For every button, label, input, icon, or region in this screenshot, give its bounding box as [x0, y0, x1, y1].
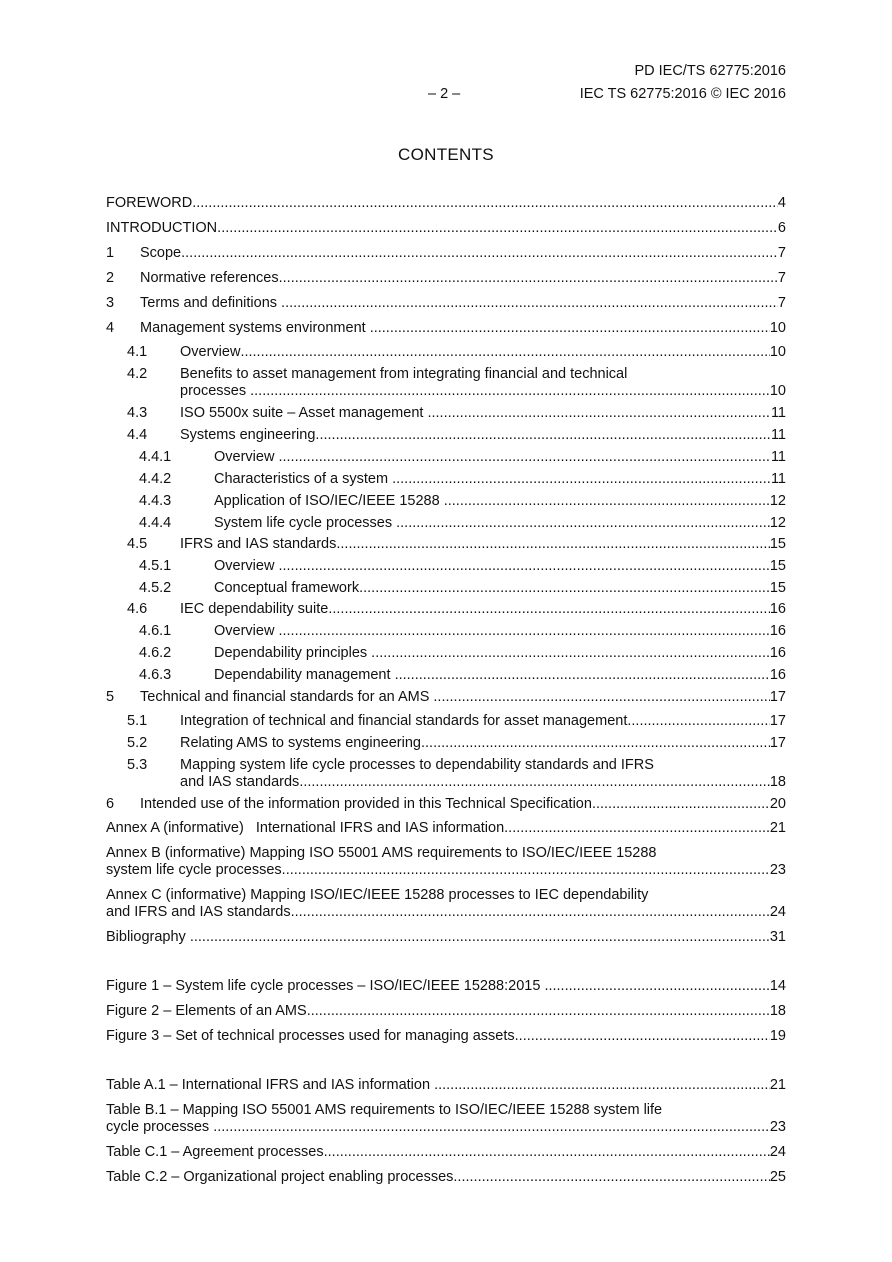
toc-entry[interactable]	[106, 493, 786, 510]
toc-entry[interactable]	[106, 515, 786, 532]
toc-title: Bibliography	[106, 929, 190, 945]
toc-entry[interactable]	[106, 1102, 786, 1136]
toc-title: Table C.2 – Organizational project enabling processes	[106, 1169, 454, 1185]
toc-entry[interactable]	[106, 1169, 786, 1186]
toc-page-number: 10	[769, 383, 786, 399]
dot-leader	[250, 383, 770, 400]
dot-leader	[592, 796, 770, 813]
toc-number: 4.5	[127, 536, 148, 552]
toc-title: IEC dependability suite	[180, 601, 329, 617]
toc-entry[interactable]	[106, 471, 786, 488]
toc-number: 5	[106, 689, 115, 705]
toc-title: Normative references	[140, 270, 279, 286]
toc-title: system life cycle processes	[106, 862, 282, 878]
toc-page-number: 31	[769, 929, 786, 945]
dot-leader	[421, 735, 770, 752]
dot-leader	[240, 344, 769, 361]
toc-number: 4.1	[127, 344, 148, 360]
toc-number: 6	[106, 796, 115, 812]
copyright-line: IEC TS 62775:2016 © IEC 2016	[579, 86, 786, 102]
toc-entry[interactable]	[106, 1028, 786, 1045]
toc-page-number: 16	[769, 601, 786, 617]
toc-entry[interactable]	[106, 536, 786, 553]
toc-page-number: 23	[769, 862, 786, 878]
toc-title: Dependability principles	[214, 645, 372, 661]
toc-page-number: 21	[769, 820, 786, 836]
toc-entry[interactable]	[106, 845, 786, 879]
toc-entry[interactable]	[106, 295, 786, 312]
toc-page-number: 4	[777, 195, 786, 211]
toc-title: cycle processes	[106, 1119, 214, 1135]
dot-leader	[181, 245, 778, 262]
toc-title: Conceptual framework	[214, 580, 360, 596]
dot-leader	[427, 405, 770, 422]
toc-number: 4	[106, 320, 115, 336]
toc-title: Relating AMS to systems engineering	[180, 735, 421, 751]
toc-entry[interactable]	[106, 689, 786, 706]
toc-page-number: 17	[769, 735, 786, 751]
toc-number: 4.6.1	[139, 623, 172, 639]
dot-leader	[359, 580, 770, 597]
dot-leader	[328, 601, 770, 618]
toc-page-number: 7	[777, 295, 786, 311]
toc-entry[interactable]	[106, 270, 786, 287]
toc-page-number: 19	[769, 1028, 786, 1044]
toc-entry[interactable]	[106, 735, 786, 752]
toc-title: INTRODUCTION	[106, 220, 218, 236]
toc-entry[interactable]	[106, 796, 786, 813]
toc-page-number: 15	[769, 536, 786, 552]
dot-leader	[444, 493, 770, 510]
toc-number: 3	[106, 295, 115, 311]
toc-title: Technical and financial standards for an AMS	[140, 689, 434, 705]
toc-title: Systems engineering	[180, 427, 316, 443]
toc-title: Table A.1 – International IFRS and IAS information	[106, 1077, 435, 1093]
toc-page-number: 17	[769, 689, 786, 705]
toc-entry[interactable]	[106, 601, 786, 618]
toc-number: 5.3	[127, 757, 148, 773]
toc-number: 4.4.4	[139, 515, 172, 531]
toc-title: Annex A (informative) International IFRS and IAS information	[106, 820, 505, 836]
toc-entry[interactable]	[106, 1144, 786, 1161]
toc-entry[interactable]	[106, 427, 786, 444]
dot-leader	[544, 978, 769, 995]
toc-page-number: 10	[769, 320, 786, 336]
dot-leader	[281, 295, 778, 312]
dot-leader	[291, 904, 770, 921]
toc-entry[interactable]	[106, 929, 786, 946]
toc-entry[interactable]	[106, 1003, 786, 1020]
dot-leader	[324, 1144, 770, 1161]
toc-entry[interactable]	[106, 580, 786, 597]
dot-leader	[504, 820, 770, 837]
toc-number: 5.1	[127, 713, 148, 729]
dot-leader	[392, 471, 771, 488]
toc-title-line1: Annex C (informative) Mapping ISO/IEC/IEEE 15288 processes to IEC dependability	[106, 887, 649, 903]
dot-leader	[278, 623, 769, 640]
document-code: PD IEC/TS 62775:2016	[634, 63, 786, 79]
toc-page-number: 20	[769, 796, 786, 812]
dot-leader	[433, 689, 769, 706]
toc-title: Intended use of the information provided in this Technical Specification	[140, 796, 592, 812]
toc-entry[interactable]	[106, 645, 786, 662]
toc-page-number: 16	[769, 667, 786, 683]
toc-number: 4.4.1	[139, 449, 172, 465]
toc-title: Dependability management	[214, 667, 395, 683]
toc-title: Overview	[180, 344, 241, 360]
toc-page-number: 25	[769, 1169, 786, 1185]
dot-leader	[627, 713, 770, 730]
toc-number: 4.5.1	[139, 558, 172, 574]
toc-page-number: 16	[769, 623, 786, 639]
toc-page-number: 11	[770, 405, 786, 421]
toc-number: 4.6.3	[139, 667, 172, 683]
toc-page-number: 11	[770, 449, 786, 465]
toc-title: Integration of technical and financial standards for asset management	[180, 713, 628, 729]
dot-leader	[307, 1003, 770, 1020]
page-number: – 2 –	[428, 86, 461, 102]
toc-number: 4.4.2	[139, 471, 172, 487]
toc-number: 4.6.2	[139, 645, 172, 661]
toc-page-number: 15	[769, 580, 786, 596]
toc-entry[interactable]	[106, 366, 786, 400]
dot-leader	[396, 515, 770, 532]
dot-leader	[371, 645, 770, 662]
toc-entry[interactable]	[106, 757, 786, 791]
dot-leader	[217, 220, 778, 237]
toc-title-line1: Mapping system life cycle processes to dependability standards and IFRS	[180, 757, 654, 773]
toc-title: Figure 1 – System life cycle processes – ISO/IEC/IEEE 15288:2015	[106, 978, 545, 994]
dot-leader	[395, 667, 770, 684]
toc-page-number: 7	[777, 245, 786, 261]
toc-title-line1: Benefits to asset management from integrating financial and technical	[180, 366, 628, 382]
toc-title: and IAS standards	[180, 774, 300, 790]
toc-title-line1: Annex B (informative) Mapping ISO 55001 AMS requirements to ISO/IEC/IEEE 15288	[106, 845, 657, 861]
toc-title: IFRS and IAS standards	[180, 536, 337, 552]
toc-title: processes	[180, 383, 251, 399]
dot-leader	[453, 1169, 769, 1186]
toc-title: Terms and definitions	[140, 295, 282, 311]
toc-number: 2	[106, 270, 115, 286]
toc-entry[interactable]	[106, 320, 786, 337]
toc-page-number: 18	[769, 774, 786, 790]
toc-entry[interactable]	[106, 820, 786, 837]
toc-number: 1	[106, 245, 115, 261]
toc-title: Overview	[214, 449, 279, 465]
dot-leader	[370, 320, 770, 337]
dot-leader	[434, 1077, 770, 1094]
toc-page-number: 15	[769, 558, 786, 574]
toc-page-number: 12	[769, 493, 786, 509]
toc-entry[interactable]	[106, 245, 786, 262]
toc-number: 4.2	[127, 366, 148, 382]
dot-leader	[315, 427, 771, 444]
toc-entry[interactable]	[106, 405, 786, 422]
toc-title: ISO 5500x suite – Asset management	[180, 405, 428, 421]
toc-page-number: 10	[769, 344, 786, 360]
toc-page-number: 12	[769, 515, 786, 531]
page-title: CONTENTS	[398, 145, 494, 164]
toc-number: 4.4	[127, 427, 148, 443]
toc-entry[interactable]	[106, 558, 786, 575]
toc-number: 4.6	[127, 601, 148, 617]
toc-page-number: 11	[770, 427, 786, 443]
toc-entry[interactable]	[106, 978, 786, 995]
toc-page-number: 24	[769, 904, 786, 920]
toc-entry[interactable]	[106, 220, 786, 237]
toc-number: 4.3	[127, 405, 148, 421]
toc-number: 4.4.3	[139, 493, 172, 509]
toc-entry[interactable]	[106, 667, 786, 684]
toc-page-number: 17	[769, 713, 786, 729]
toc-entry[interactable]	[106, 344, 786, 361]
toc-title: Characteristics of a system	[214, 471, 393, 487]
dot-leader	[190, 929, 770, 946]
toc-page-number: 16	[769, 645, 786, 661]
toc-page-number: 18	[769, 1003, 786, 1019]
toc-number: 5.2	[127, 735, 148, 751]
toc-title: Application of ISO/IEC/IEEE 15288	[214, 493, 444, 509]
dot-leader	[192, 195, 778, 212]
toc-page-number: 23	[769, 1119, 786, 1135]
toc-title: and IFRS and IAS standards	[106, 904, 291, 920]
dot-leader	[299, 774, 770, 791]
dot-leader	[336, 536, 770, 553]
toc-title-line1: Table B.1 – Mapping ISO 55001 AMS requirements to ISO/IEC/IEEE 15288 system life	[106, 1102, 663, 1118]
toc-title: System life cycle processes	[214, 515, 397, 531]
dot-leader	[279, 270, 778, 287]
toc-title: Overview	[214, 623, 279, 639]
toc-entry[interactable]	[106, 1077, 786, 1094]
toc-title: Scope	[140, 245, 182, 261]
toc-title: Figure 2 – Elements of an AMS	[106, 1003, 307, 1019]
toc-page-number: 7	[777, 270, 786, 286]
dot-leader	[278, 558, 769, 575]
toc-page-number: 11	[770, 471, 786, 487]
toc-page-number: 24	[769, 1144, 786, 1160]
toc-title: Figure 3 – Set of technical processes used for managing assets	[106, 1028, 515, 1044]
toc-entry[interactable]	[106, 449, 786, 466]
toc-title: FOREWORD	[106, 195, 193, 211]
toc-title: Overview	[214, 558, 279, 574]
toc-entry[interactable]	[106, 713, 786, 730]
toc-page-number: 14	[769, 978, 786, 994]
dot-leader	[515, 1028, 770, 1045]
toc-title: Table C.1 – Agreement processes	[106, 1144, 324, 1160]
toc-entry[interactable]	[106, 195, 786, 212]
toc-entry[interactable]	[106, 623, 786, 640]
toc-entry[interactable]	[106, 887, 786, 921]
dot-leader	[282, 862, 770, 879]
toc-page-number: 21	[769, 1077, 786, 1093]
toc-page-number: 6	[777, 220, 786, 236]
toc-title: Management systems environment	[140, 320, 370, 336]
toc-number: 4.5.2	[139, 580, 172, 596]
dot-leader	[213, 1119, 770, 1136]
dot-leader	[278, 449, 770, 466]
